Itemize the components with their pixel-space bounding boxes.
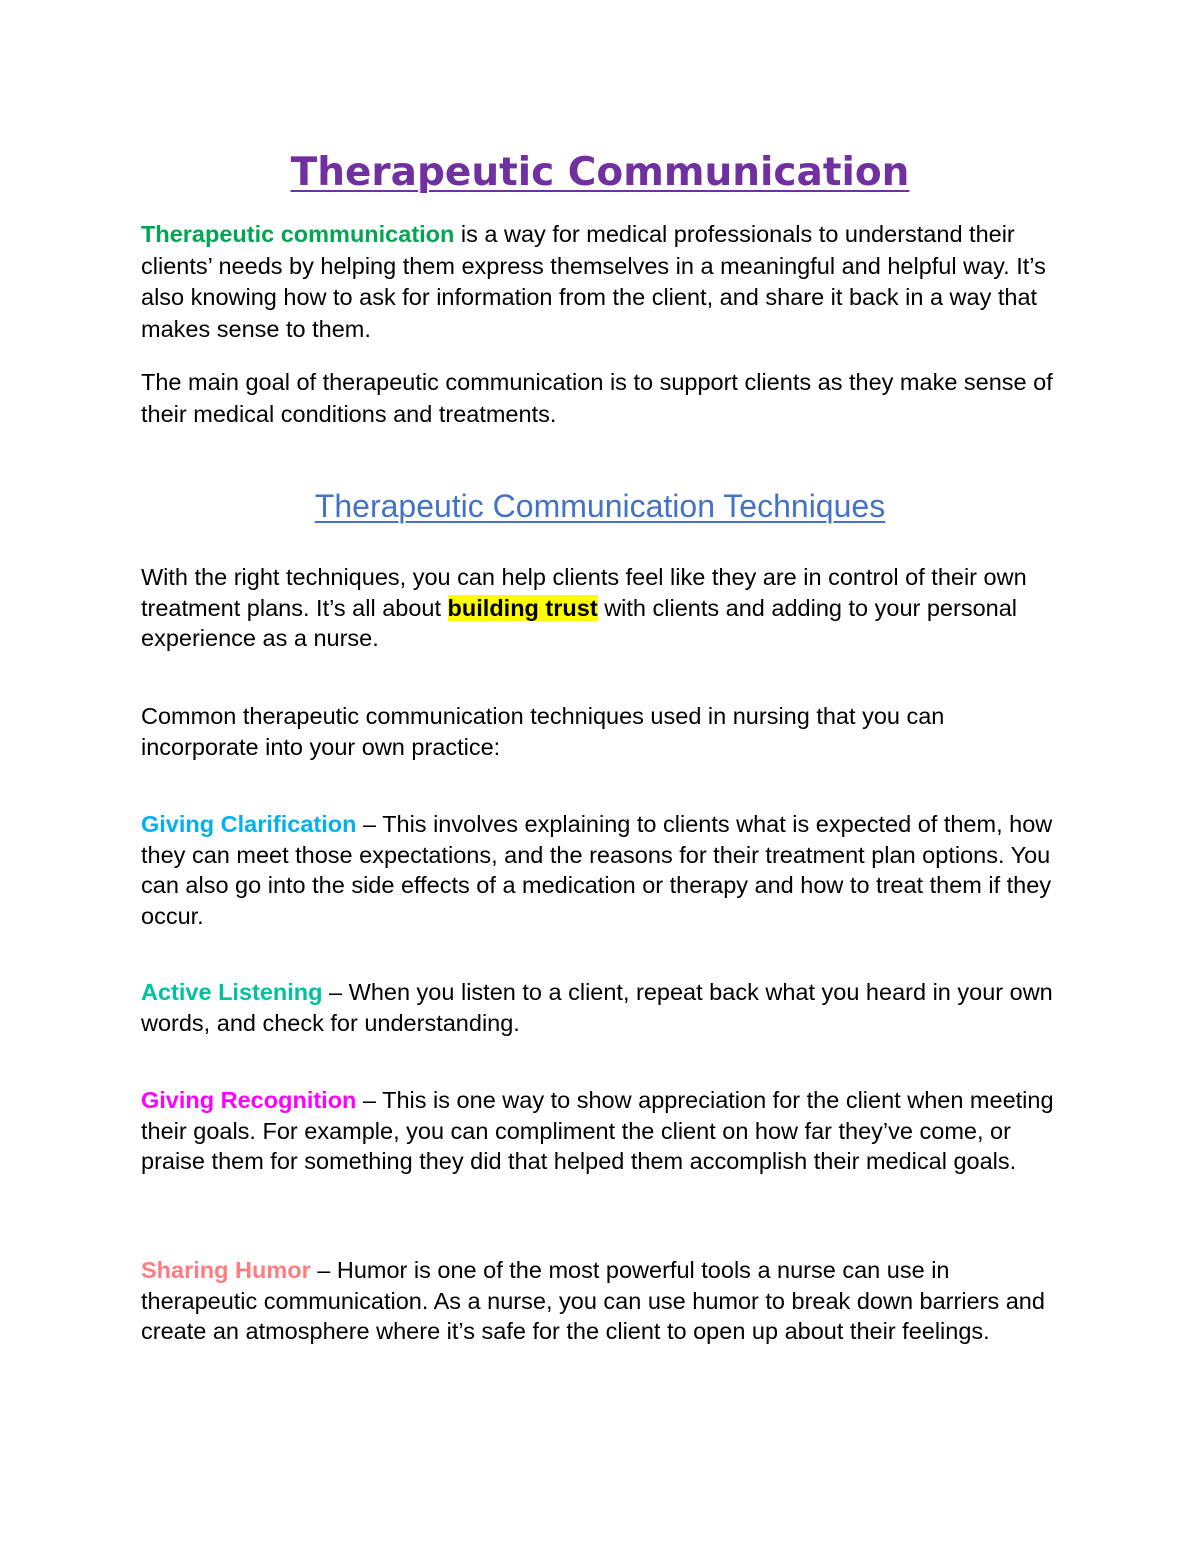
technique-text: – Humor is one of the most powerful tools a nurse can use in therapeutic communication. As a nurse, you can use humor to break down barriers and create an atmosphere where it’s safe for the client to open up about their feelings.: [141, 1257, 1045, 1344]
section-heading: Therapeutic Communication Techniques: [314, 488, 886, 524]
highlighted-phrase: building trust: [447, 594, 598, 621]
goal-paragraph: The main goal of therapeutic communication is to support clients as they make sense of their medical conditions and treatments.: [141, 369, 1053, 427]
common-techniques-paragraph: Common therapeutic communication techniques used in nursing that you can incorporate into your own practice:: [141, 703, 945, 760]
intro-paragraph: [141, 219, 1061, 345]
technique-term-active-listening: Active Listening: [141, 979, 323, 1005]
technique-term-sharing-humor: Sharing Humor: [141, 1257, 311, 1283]
intro-text: is a way for medical professionals to understand their clients’ needs by helping them express themselves in a meaningful and helpful way. It’s also knowing how to ask for information from the client, and share it back in a way that makes sense to them.: [141, 221, 1046, 342]
techniques-intro-paragraph: [141, 562, 1061, 654]
technique-text: – This involves explaining to clients what is expected of them, how they can meet those expectations, and the reasons for their treatment plan options. You can also go into the side effects of a medication or therapy and how to treat them if they occur.: [141, 811, 1053, 929]
technique-term-giving-clarification: Giving Clarification: [141, 811, 357, 837]
technique-item: [141, 1255, 1061, 1347]
technique-item: [141, 809, 1061, 931]
intro-term: Therapeutic communication: [141, 221, 455, 247]
technique-text: – When you listen to a client, repeat back what you heard in your own words, and check for understanding.: [141, 979, 1053, 1036]
techniques-intro-before: With the right techniques, you can help clients feel like they are in control of their own treatment plans. It’s all about: [141, 564, 1027, 621]
technique-text: – This is one way to show appreciation for the client when meeting their goals. For example, you can compliment the client on how far they’ve come, or praise them for something they did that helped them accomplish their medical goals.: [141, 1087, 1054, 1174]
technique-term-giving-recognition: Giving Recognition: [141, 1087, 357, 1113]
page-title: Therapeutic Communication: [290, 150, 910, 195]
technique-item: [141, 977, 1061, 1038]
technique-item: [141, 1085, 1061, 1177]
techniques-intro-after: with clients and adding to your personal experience as a nurse.: [141, 594, 1018, 651]
